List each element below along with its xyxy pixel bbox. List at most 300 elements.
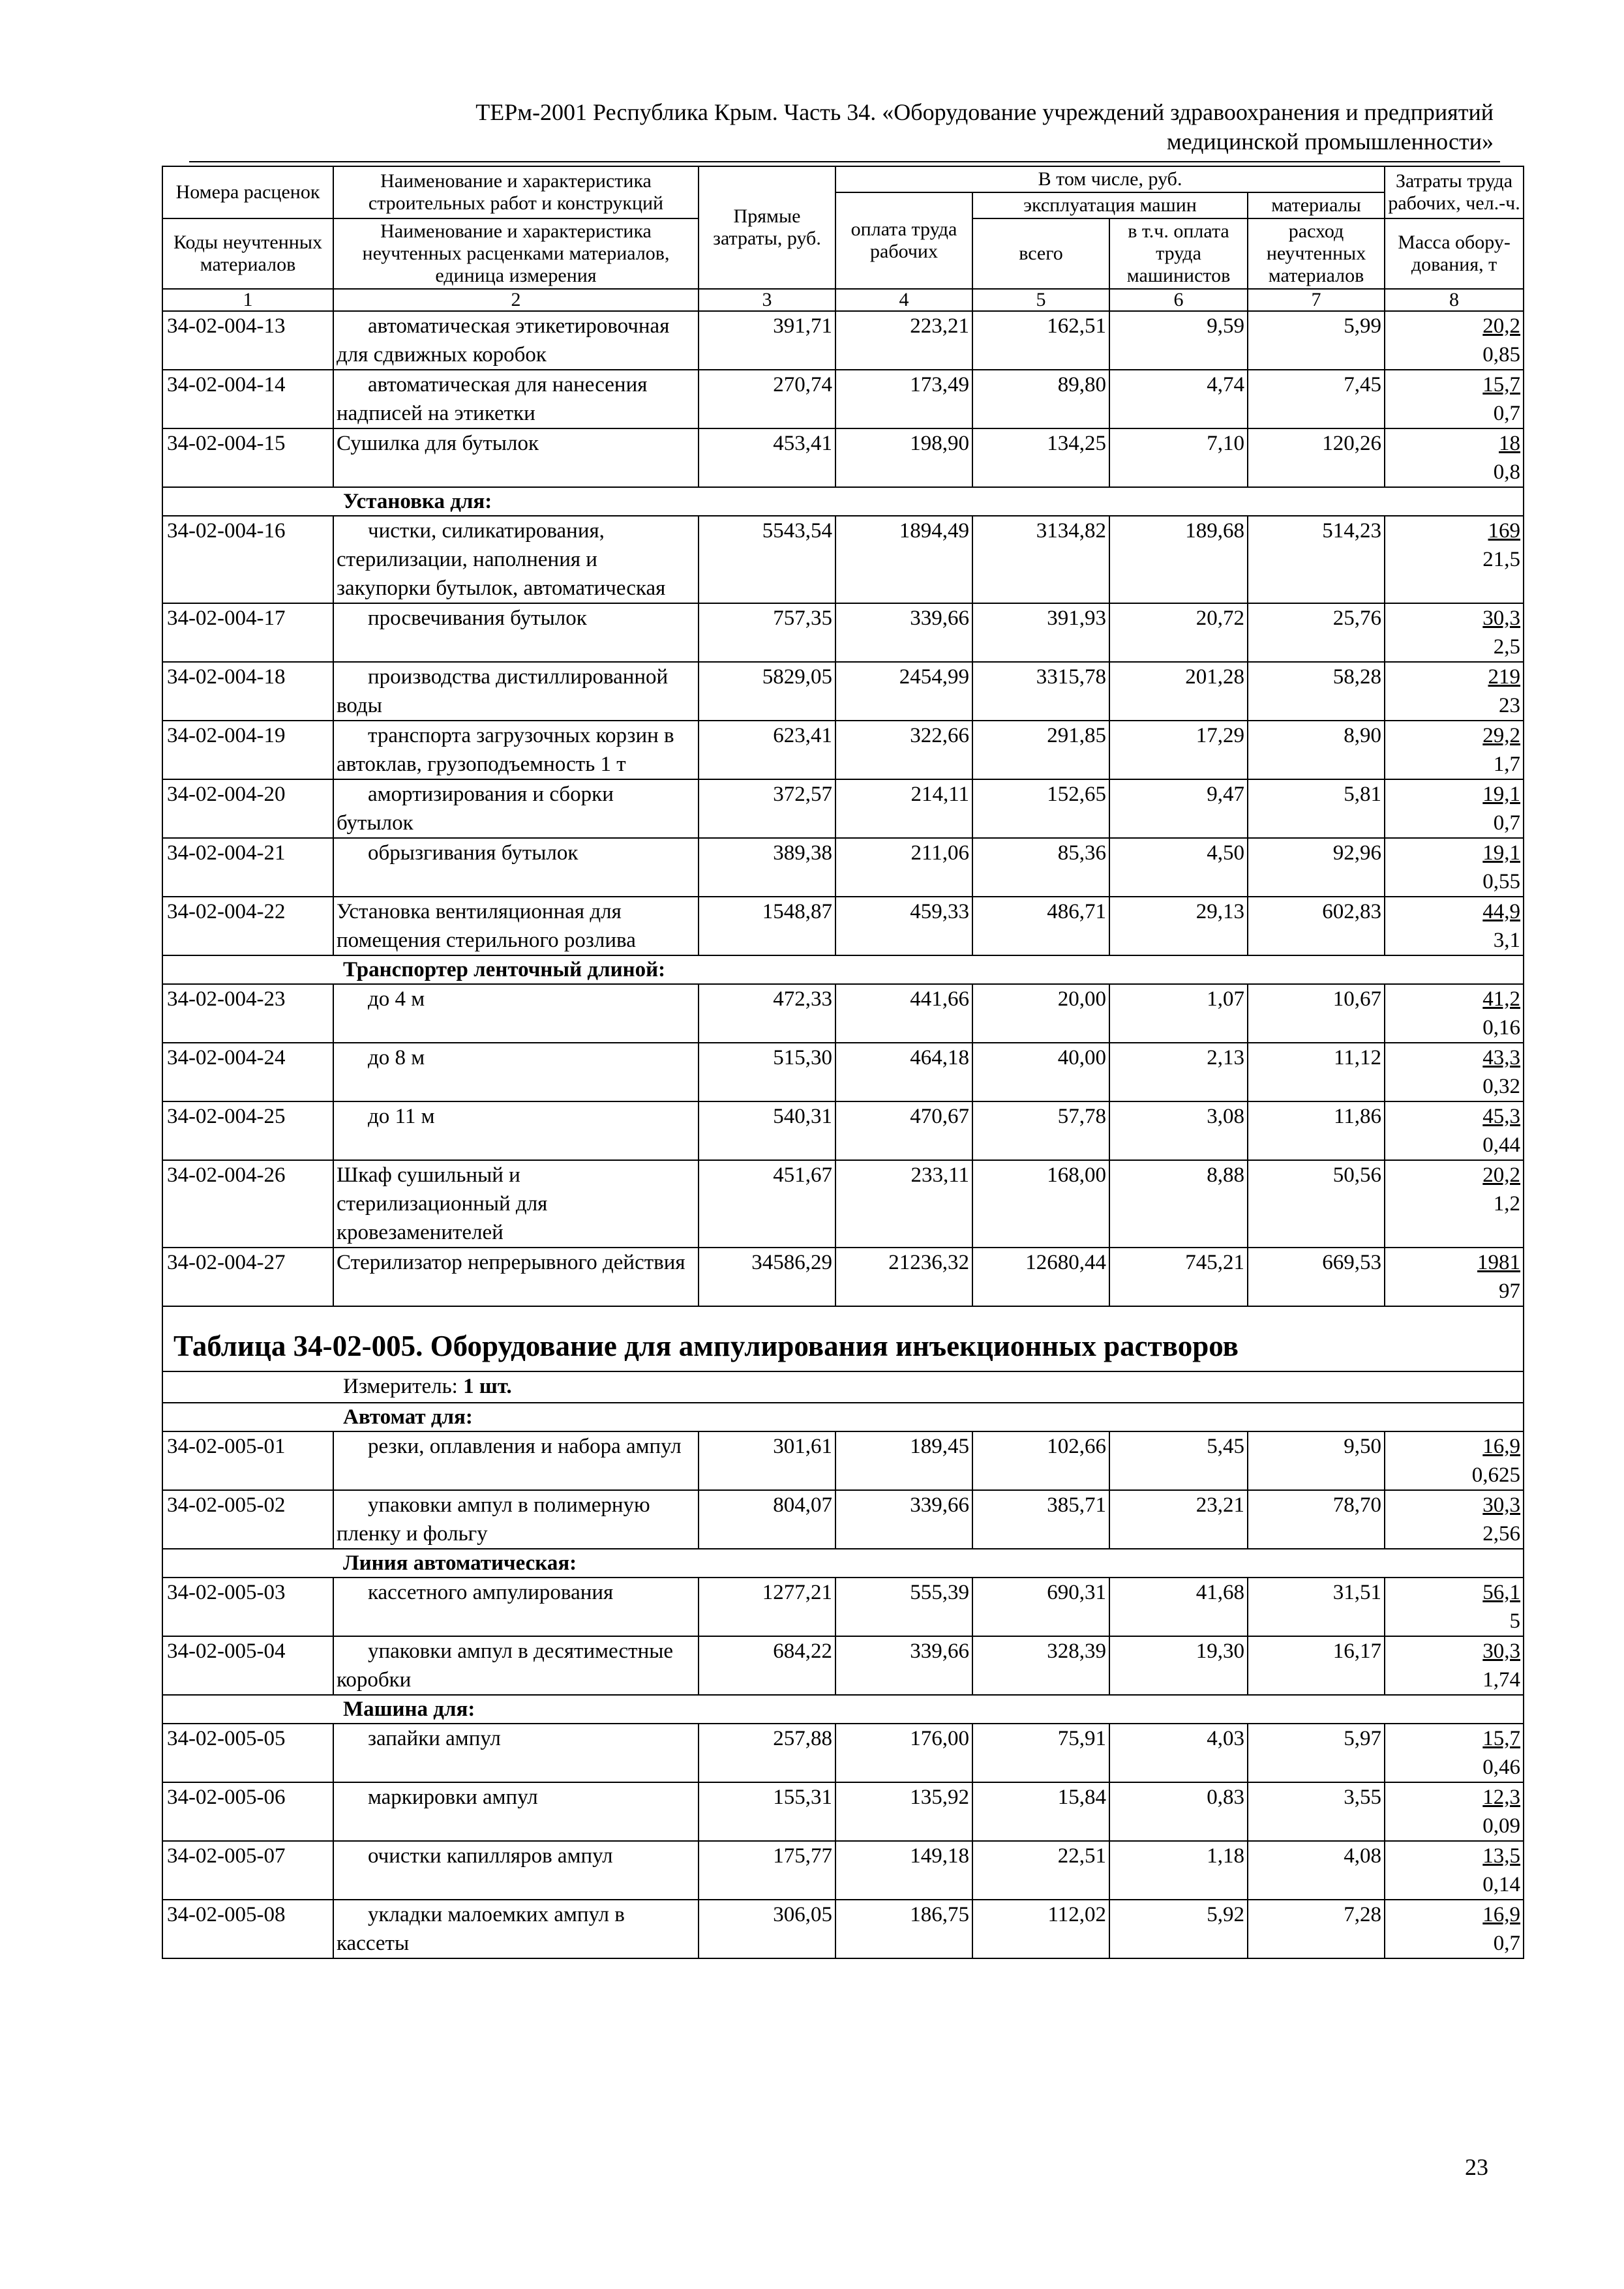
running-header [313,98,1494,157]
table-caption: Таблица 34-02-005. Оборудование для ампулирования инъекционных растворов [162,1306,1524,1371]
rate-name [333,516,699,603]
rate-name-text: Стерилизатор непрерывного действия [337,1251,685,1274]
labor-hours: 19,1 [1482,841,1521,865]
rate-name [333,1724,699,1782]
section-heading: Машина для: [162,1695,1524,1724]
rate-name-text: резки, оплавления и набора ампул [368,1435,682,1458]
labor-mass-cell [1385,311,1524,370]
rate-name [333,1101,699,1160]
labor-hours: 20,2 [1482,314,1521,338]
machine-cost: 328,39 [972,1636,1109,1695]
labor-mass-cell [1385,1248,1524,1306]
rate-name-text: до 8 м [368,1046,425,1070]
labor-hours: 29,2 [1482,724,1521,747]
rate-name-text: амортизирования и сборки бутылок [337,783,614,835]
rate-name-text: упаковки ампул в десятиместные коробки [337,1639,674,1692]
labor-cost: 459,33 [835,897,972,955]
section-heading: Транспортер ленточный длиной: [162,955,1524,984]
operator-cost: 9,47 [1109,779,1248,838]
table-row [162,1841,1524,1900]
labor-mass-cell [1385,603,1524,662]
group-rows-4 [162,1431,1524,1549]
labor-hours: 15,7 [1482,373,1521,396]
rate-code: 34-02-004-18 [162,662,333,721]
rate-name-text: автоматическая для нанесения надписей на этикетки [337,373,648,425]
equipment-mass: 97 [1499,1279,1521,1303]
rate-name [333,984,699,1043]
equipment-mass: 1,2 [1493,1192,1521,1216]
labor-cost: 21236,32 [835,1248,972,1306]
material-cost: 4,08 [1248,1841,1385,1900]
col-num: 8 [1385,289,1524,311]
labor-mass-cell [1385,1101,1524,1160]
labor-hours: 15,7 [1482,1727,1521,1750]
col-head-7: расход неучтенных материалов [1248,218,1385,289]
machine-cost: 486,71 [972,897,1109,955]
table-row [162,1043,1524,1101]
labor-cost: 339,66 [835,603,972,662]
rate-name-text: укладки малоемких ампул в кассеты [337,1903,625,1955]
machine-cost: 112,02 [972,1900,1109,1958]
rate-code: 34-02-005-08 [162,1900,333,1958]
rate-name [333,1782,699,1841]
labor-mass-cell [1385,1724,1524,1782]
col-num: 6 [1109,289,1248,311]
rate-code: 34-02-004-27 [162,1248,333,1306]
rate-name-text: до 4 м [368,987,425,1011]
rate-name [333,370,699,428]
rate-code: 34-02-004-19 [162,721,333,779]
col-head-materials: материалы [1248,192,1385,218]
material-cost: 11,12 [1248,1043,1385,1101]
labor-cost: 189,45 [835,1431,972,1490]
labor-hours: 16,9 [1482,1435,1521,1458]
machine-cost: 85,36 [972,838,1109,897]
labor-mass-cell [1385,897,1524,955]
column-numbers-row [162,289,1524,311]
labor-hours: 43,3 [1482,1046,1521,1070]
rate-name [333,838,699,897]
operator-cost: 4,50 [1109,838,1248,897]
rate-name [333,662,699,721]
machine-cost: 75,91 [972,1724,1109,1782]
labor-mass-cell [1385,1043,1524,1101]
rate-code: 34-02-004-13 [162,311,333,370]
operator-cost: 8,88 [1109,1160,1248,1248]
machine-cost: 40,00 [972,1043,1109,1101]
group-rows-5 [162,1578,1524,1695]
rate-name [333,1636,699,1695]
col-head-8a: Затраты труда рабочих, чел.-ч. [1385,166,1524,218]
direct-cost: 1548,87 [699,897,835,955]
labor-mass-cell [1385,1636,1524,1695]
material-cost: 11,86 [1248,1101,1385,1160]
rate-name [333,428,699,487]
labor-cost: 470,67 [835,1101,972,1160]
col-head-1a: Номера расценок [162,166,333,218]
rate-code: 34-02-004-21 [162,838,333,897]
col-head-3: Прямые затраты, руб. [699,166,835,289]
equipment-mass: 0,625 [1471,1463,1521,1487]
rate-code: 34-02-004-14 [162,370,333,428]
direct-cost: 515,30 [699,1043,835,1101]
operator-cost: 20,72 [1109,603,1248,662]
rate-name [333,779,699,838]
rate-name [333,1900,699,1958]
rate-code: 34-02-004-20 [162,779,333,838]
table-row [162,370,1524,428]
direct-cost: 453,41 [699,428,835,487]
direct-cost: 540,31 [699,1101,835,1160]
section-heading: Установка для: [162,487,1524,516]
col-head-1b: Коды неучтенных материалов [162,218,333,289]
table-row [162,1160,1524,1248]
machine-cost: 134,25 [972,428,1109,487]
equipment-mass: 0,55 [1482,870,1521,893]
labor-mass-cell [1385,1782,1524,1841]
labor-mass-cell [1385,1160,1524,1248]
equipment-mass: 1,74 [1482,1668,1521,1692]
rate-name-text: Установка вентиляционная для помещения стерильного розлива [337,900,636,952]
table-row [162,984,1524,1043]
machine-cost: 89,80 [972,370,1109,428]
rate-name-text: Шкаф сушильный и стерилизационный для кровезаменителей [337,1163,548,1244]
rate-code: 34-02-004-16 [162,516,333,603]
labor-hours: 219 [1488,665,1521,689]
direct-cost: 684,22 [699,1636,835,1695]
table-row [162,1431,1524,1490]
col-head-6: в т.ч. оплата труда машинистов [1109,218,1248,289]
table-row [162,1578,1524,1636]
table-row [162,897,1524,955]
material-cost: 58,28 [1248,662,1385,721]
rate-name-text: кассетного ампулирования [368,1581,614,1604]
machine-cost: 162,51 [972,311,1109,370]
col-head-incl: В том числе, руб. [835,166,1385,192]
material-cost: 5,81 [1248,779,1385,838]
labor-hours: 13,5 [1482,1844,1521,1868]
material-cost: 8,90 [1248,721,1385,779]
direct-cost: 175,77 [699,1841,835,1900]
equipment-mass: 0,14 [1482,1873,1521,1896]
col-head-2b: Наименование и характеристика неучтенных расценками материалов, единица измерения [333,218,699,289]
labor-hours: 44,9 [1482,900,1521,923]
direct-cost: 5829,05 [699,662,835,721]
material-cost: 3,55 [1248,1782,1385,1841]
labor-hours: 45,3 [1482,1105,1521,1128]
col-head-2a: Наименование и характеристика строительных работ и конструкций [333,166,699,218]
equipment-mass: 0,32 [1482,1075,1521,1098]
material-cost: 78,70 [1248,1490,1385,1549]
section-heading: Автомат для: [162,1403,1524,1431]
rate-code: 34-02-005-03 [162,1578,333,1636]
direct-cost: 270,74 [699,370,835,428]
labor-mass-cell [1385,838,1524,897]
rate-code: 34-02-004-22 [162,897,333,955]
table-row [162,603,1524,662]
direct-cost: 5543,54 [699,516,835,603]
direct-cost: 155,31 [699,1782,835,1841]
equipment-mass: 0,09 [1482,1814,1521,1838]
labor-hours: 20,2 [1482,1163,1521,1187]
rate-name-text: очистки капилляров ампул [368,1844,613,1868]
rate-code: 34-02-004-24 [162,1043,333,1101]
table-row [162,1101,1524,1160]
labor-cost: 176,00 [835,1724,972,1782]
rate-name-text: просвечивания бутылок [368,606,587,630]
equipment-mass: 2,5 [1493,635,1521,659]
rate-name [333,1160,699,1248]
machine-cost: 3315,78 [972,662,1109,721]
direct-cost: 391,71 [699,311,835,370]
table-row [162,1900,1524,1958]
table-row [162,1724,1524,1782]
labor-cost: 173,49 [835,370,972,428]
rate-name [333,1841,699,1900]
labor-cost: 186,75 [835,1900,972,1958]
labor-cost: 555,39 [835,1578,972,1636]
labor-cost: 211,06 [835,838,972,897]
col-num: 3 [699,289,835,311]
material-cost: 92,96 [1248,838,1385,897]
rate-name-text: производства дистиллированной воды [337,665,669,717]
header-line-2: медицинской промышленности» [1166,128,1494,155]
labor-hours: 41,2 [1482,987,1521,1011]
labor-cost: 214,11 [835,779,972,838]
operator-cost: 4,03 [1109,1724,1248,1782]
rate-name [333,1578,699,1636]
material-cost: 16,17 [1248,1636,1385,1695]
table-row [162,721,1524,779]
equipment-mass: 0,8 [1493,460,1521,484]
material-cost: 120,26 [1248,428,1385,487]
labor-cost: 223,21 [835,311,972,370]
material-cost: 50,56 [1248,1160,1385,1248]
direct-cost: 34586,29 [699,1248,835,1306]
labor-cost: 2454,99 [835,662,972,721]
rate-name-text: чистки, силикатирования, стерилизации, наполнения и закупорки бутылок, автоматическая [337,519,666,600]
operator-cost: 2,13 [1109,1043,1248,1101]
table-row [162,1782,1524,1841]
labor-mass-cell [1385,721,1524,779]
labor-cost: 339,66 [835,1636,972,1695]
table-row [162,1248,1524,1306]
col-head-machines: эксплуатация машин [972,192,1248,218]
rate-name [333,311,699,370]
operator-cost: 19,30 [1109,1636,1248,1695]
material-cost: 31,51 [1248,1578,1385,1636]
labor-hours: 56,1 [1482,1581,1521,1604]
rate-name-text: маркировки ампул [368,1786,538,1809]
measure-label: Измеритель: [343,1375,458,1398]
rate-code: 34-02-005-01 [162,1431,333,1490]
rate-name-text: автоматическая этикетировочная для сдвижных коробок [337,314,670,367]
col-head-5: всего [972,218,1109,289]
labor-cost: 441,66 [835,984,972,1043]
equipment-mass: 1,7 [1493,753,1521,776]
col-num: 5 [972,289,1109,311]
direct-cost: 623,41 [699,721,835,779]
operator-cost: 201,28 [1109,662,1248,721]
labor-mass-cell [1385,1578,1524,1636]
rate-code: 34-02-005-02 [162,1490,333,1549]
rate-code: 34-02-004-25 [162,1101,333,1160]
operator-cost: 29,13 [1109,897,1248,955]
labor-mass-cell [1385,1841,1524,1900]
machine-cost: 690,31 [972,1578,1109,1636]
group-rows-2 [162,516,1524,955]
direct-cost: 306,05 [699,1900,835,1958]
labor-hours: 30,3 [1482,1639,1521,1663]
labor-hours: 30,3 [1482,1493,1521,1517]
labor-cost: 322,66 [835,721,972,779]
table-row [162,779,1524,838]
material-cost: 514,23 [1248,516,1385,603]
labor-mass-cell [1385,370,1524,428]
operator-cost: 9,59 [1109,311,1248,370]
table-row [162,1490,1524,1549]
machine-cost: 20,00 [972,984,1109,1043]
labor-cost: 135,92 [835,1782,972,1841]
operator-cost: 189,68 [1109,516,1248,603]
labor-mass-cell [1385,428,1524,487]
labor-mass-cell [1385,779,1524,838]
labor-mass-cell [1385,1900,1524,1958]
equipment-mass: 0,7 [1493,402,1521,425]
page-number: 23 [1465,2154,1488,2180]
machine-cost: 168,00 [972,1160,1109,1248]
rate-code: 34-02-005-07 [162,1841,333,1900]
rate-code: 34-02-005-06 [162,1782,333,1841]
machine-cost: 12680,44 [972,1248,1109,1306]
machine-cost: 152,65 [972,779,1109,838]
material-cost: 7,45 [1248,370,1385,428]
operator-cost: 23,21 [1109,1490,1248,1549]
machine-cost: 385,71 [972,1490,1109,1549]
labor-hours: 169 [1488,519,1521,543]
equipment-mass: 0,7 [1493,811,1521,835]
direct-cost: 451,67 [699,1160,835,1248]
equipment-mass: 21,5 [1482,548,1521,571]
rate-name-text: запайки ампул [368,1727,501,1750]
labor-hours: 19,1 [1482,783,1521,806]
labor-hours: 12,3 [1482,1786,1521,1809]
material-cost: 25,76 [1248,603,1385,662]
machine-cost: 22,51 [972,1841,1109,1900]
direct-cost: 804,07 [699,1490,835,1549]
col-head-4: оплата труда рабочих [835,192,972,289]
group-rows-6 [162,1724,1524,1958]
equipment-mass: 0,44 [1482,1133,1521,1157]
rate-name-text: упаковки ампул в полимерную пленку и фольгу [337,1493,650,1546]
rate-name [333,1490,699,1549]
rate-name-text: Сушилка для бутылок [337,432,539,455]
operator-cost: 5,45 [1109,1431,1248,1490]
direct-cost: 301,61 [699,1431,835,1490]
material-cost: 669,53 [1248,1248,1385,1306]
header-line-1: ТЕРм-2001 Республика Крым. Часть 34. «Оборудование учреждений здравоохранения и предприятий [475,99,1494,125]
rate-name-text: транспорта загрузочных корзин в автоклав, грузоподъемность 1 т [337,724,674,776]
labor-hours: 1981 [1477,1251,1521,1274]
operator-cost: 5,92 [1109,1900,1248,1958]
measure-value: 1 шт. [463,1375,512,1398]
labor-mass-cell [1385,662,1524,721]
equipment-mass: 0,46 [1482,1756,1521,1779]
labor-cost: 233,11 [835,1160,972,1248]
labor-cost: 149,18 [835,1841,972,1900]
group-rows-3 [162,984,1524,1306]
machine-cost: 102,66 [972,1431,1109,1490]
equipment-mass: 0,85 [1482,343,1521,367]
machine-cost: 3134,82 [972,516,1109,603]
price-sheet [162,166,1523,1959]
rate-name [333,603,699,662]
operator-cost: 3,08 [1109,1101,1248,1160]
rate-name-text: обрызгивания бутылок [368,841,579,865]
equipment-mass: 3,1 [1493,929,1521,952]
direct-cost: 472,33 [699,984,835,1043]
machine-cost: 391,93 [972,603,1109,662]
operator-cost: 41,68 [1109,1578,1248,1636]
rate-name [333,897,699,955]
rate-code: 34-02-004-15 [162,428,333,487]
col-num: 7 [1248,289,1385,311]
material-cost: 602,83 [1248,897,1385,955]
equipment-mass: 23 [1499,694,1521,717]
machine-cost: 15,84 [972,1782,1109,1841]
operator-cost: 4,74 [1109,370,1248,428]
labor-mass-cell [1385,516,1524,603]
direct-cost: 372,57 [699,779,835,838]
col-num: 4 [835,289,972,311]
col-num: 2 [333,289,699,311]
price-table [162,166,1524,1959]
rate-code: 34-02-004-17 [162,603,333,662]
labor-mass-cell [1385,1431,1524,1490]
labor-cost: 1894,49 [835,516,972,603]
labor-hours: 30,3 [1482,606,1521,630]
table-row [162,1636,1524,1695]
col-head-8b: Масса обору-дования, т [1385,218,1524,289]
material-cost: 7,28 [1248,1900,1385,1958]
labor-cost: 198,90 [835,428,972,487]
table-row [162,516,1524,603]
direct-cost: 257,88 [699,1724,835,1782]
direct-cost: 757,35 [699,603,835,662]
direct-cost: 389,38 [699,838,835,897]
rate-code: 34-02-004-26 [162,1160,333,1248]
direct-cost: 1277,21 [699,1578,835,1636]
operator-cost: 1,07 [1109,984,1248,1043]
operator-cost: 745,21 [1109,1248,1248,1306]
section-heading: Линия автоматическая: [162,1549,1524,1578]
material-cost: 10,67 [1248,984,1385,1043]
header-rule [189,161,1500,162]
operator-cost: 1,18 [1109,1841,1248,1900]
material-cost: 5,97 [1248,1724,1385,1782]
rate-name-text: до 11 м [368,1105,435,1128]
operator-cost: 17,29 [1109,721,1248,779]
equipment-mass: 0,16 [1482,1016,1521,1040]
table-row [162,662,1524,721]
labor-mass-cell [1385,984,1524,1043]
material-cost: 5,99 [1248,311,1385,370]
measure-line [162,1371,1524,1403]
equipment-mass: 2,56 [1482,1522,1521,1546]
operator-cost: 0,83 [1109,1782,1248,1841]
operator-cost: 7,10 [1109,428,1248,487]
table-row [162,428,1524,487]
